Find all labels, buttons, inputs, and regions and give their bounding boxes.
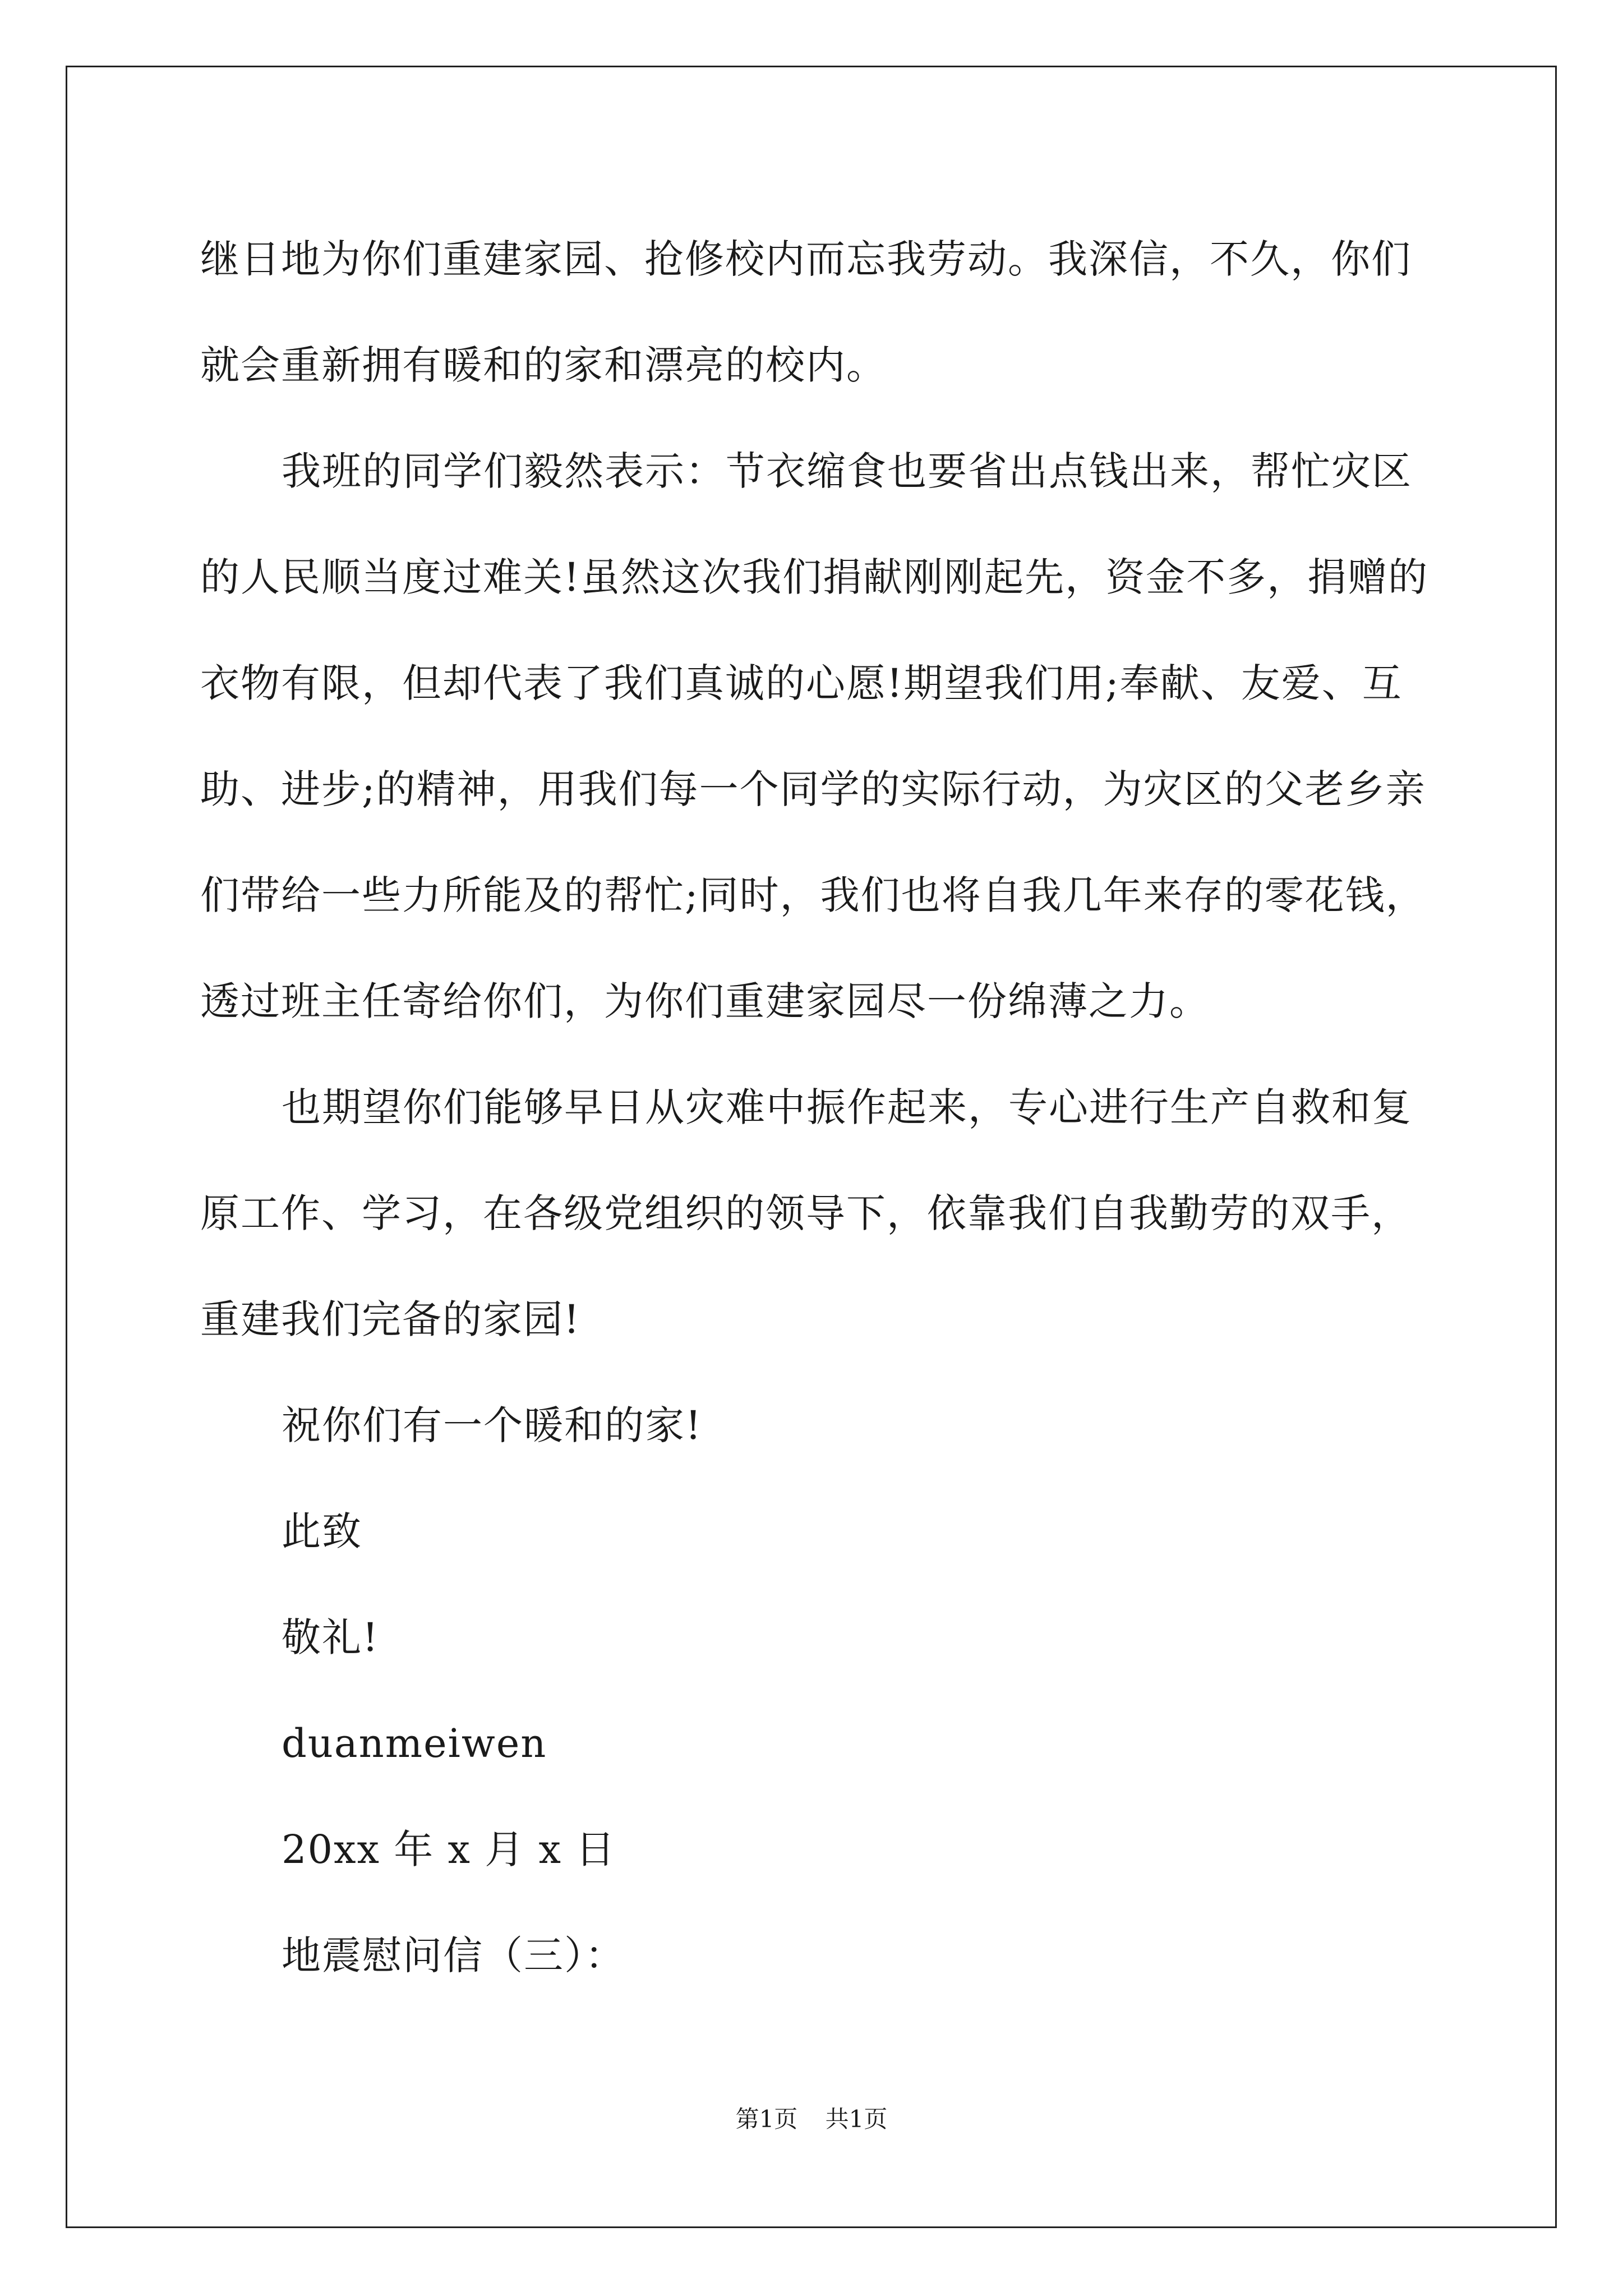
body-line: 继日地为你们重建家园、抢修校内而忘我劳动。我深信，不久，你们: [200, 236, 1412, 282]
signature: duanmeiwen: [282, 1720, 547, 1766]
body-line: 也期望你们能够早日从灾难中振作起来，专心进行生产自救和复: [282, 1084, 1412, 1130]
page-total: 共1页: [825, 2105, 888, 2133]
body-line: 的人民顺当度过难关!虽然这次我们捐献刚刚起先，资金不多，捐赠的: [200, 554, 1429, 600]
page-footer: [0, 2101, 1623, 2134]
page-current: 第1页: [735, 2105, 798, 2133]
body-line: 助、进步;的精神，用我们每一个同学的实际行动，为灾区的父老乡亲: [200, 766, 1426, 812]
letter-date: 20xx 年 x 月 x 日: [282, 1826, 616, 1872]
next-letter-heading: 地震慰问信（三）：: [282, 1932, 625, 1978]
body-line: 就会重新拥有暖和的家和漂亮的校内。: [200, 342, 887, 388]
body-line: 我班的同学们毅然表示：节衣缩食也要省出点钱出来，帮忙灾区: [282, 448, 1412, 494]
closing-regards: 敬礼!: [282, 1614, 380, 1660]
body-line: 重建我们完备的家园!: [200, 1296, 581, 1342]
letter-body: [200, 206, 1456, 2009]
body-line: 原工作、学习，在各级党组织的领导下，依靠我们自我勤劳的双手，: [200, 1190, 1412, 1236]
body-line: 们带给一些力所能及的帮忙;同时，我们也将自我几年来存的零花钱，: [200, 872, 1426, 918]
closing-wish: 祝你们有一个暖和的家!: [282, 1402, 703, 1448]
body-line: 透过班主任寄给你们，为你们重建家园尽一份绵薄之力。: [200, 978, 1210, 1024]
closing-salutation: 此致: [282, 1508, 362, 1554]
body-line: 衣物有限，但却代表了我们真诚的心愿!期望我们用;奉献、友爱、互: [200, 660, 1403, 706]
